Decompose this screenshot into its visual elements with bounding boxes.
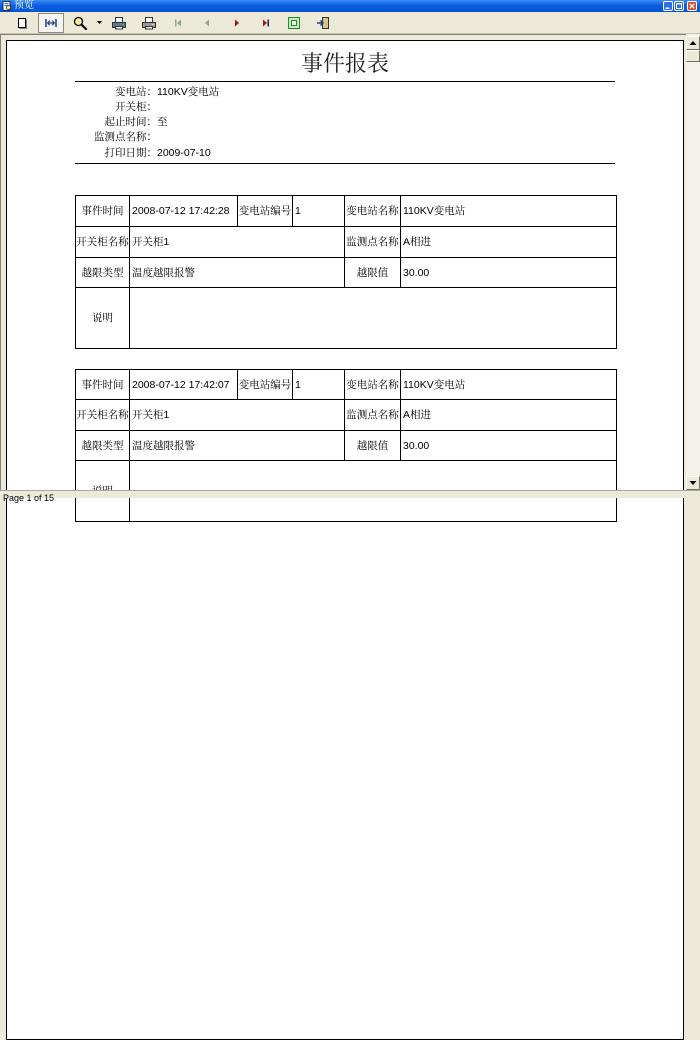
prev-page-button[interactable] xyxy=(194,13,220,33)
monitor-point-name-label: 监测点名称 xyxy=(345,400,401,431)
whole-page-icon xyxy=(14,15,30,31)
station-name-value: 110KV变电站 xyxy=(401,370,617,400)
remark-label: 说明 xyxy=(76,288,130,349)
next-page-icon xyxy=(229,15,245,31)
exit-button[interactable] xyxy=(310,13,336,33)
print-date-value: 2009-07-10 xyxy=(157,147,211,159)
event-time-value: 2008-07-12 17:42:07 xyxy=(130,370,238,400)
scroll-thumb[interactable] xyxy=(686,50,700,62)
vertical-scrollbar[interactable] xyxy=(686,34,700,490)
report-title: 事件报表 xyxy=(300,51,389,76)
maximize-icon xyxy=(675,2,683,10)
switchgear-name-value: 开关柜1 xyxy=(130,227,345,258)
table-row xyxy=(76,227,617,258)
scroll-down-button[interactable] xyxy=(686,476,700,490)
status-bar xyxy=(0,490,700,503)
monitor-point-name-label: 监测点名称 xyxy=(345,227,401,258)
switchgear-label: 开关柜： xyxy=(115,101,157,113)
header-divider xyxy=(75,163,615,164)
title-divider xyxy=(75,81,615,82)
station-no-value: 1 xyxy=(293,370,345,400)
limit-value-value: 30.00 xyxy=(401,431,617,461)
zoom-icon xyxy=(72,15,88,31)
info-row-switchgear xyxy=(7,100,607,114)
window-title: 预览 xyxy=(14,0,34,11)
station-no-label: 变电站编号 xyxy=(238,196,293,227)
arrow-up-icon xyxy=(689,40,697,46)
station-name-value: 110KV变电站 xyxy=(401,196,617,227)
last-page-button[interactable] xyxy=(253,13,279,33)
scroll-up-button[interactable] xyxy=(686,36,700,50)
table-row xyxy=(76,431,617,461)
limit-type-value: 温度越限报警 xyxy=(130,431,345,461)
monitor-point-name-value: A相进 xyxy=(401,400,617,431)
page-setup-button[interactable] xyxy=(106,13,132,33)
preview-app-icon xyxy=(2,1,12,11)
event-time-label: 事件时间 xyxy=(76,196,130,227)
limit-value-value: 30.00 xyxy=(401,258,617,288)
table-row xyxy=(76,258,617,288)
zoom-button[interactable] xyxy=(67,13,105,33)
page-width-button[interactable] xyxy=(38,13,64,33)
remark-value xyxy=(130,288,617,349)
station-no-value: 1 xyxy=(293,196,345,227)
info-row-print-date xyxy=(7,146,607,160)
exit-icon xyxy=(315,15,331,31)
info-row-substation xyxy=(7,85,607,99)
switchgear-name-label: 开关柜名称 xyxy=(76,227,130,258)
print-button[interactable] xyxy=(136,13,162,33)
limit-value-label: 越限值 xyxy=(345,258,401,288)
page-width-icon xyxy=(43,15,59,31)
event-table xyxy=(75,195,617,349)
preview-viewport[interactable] xyxy=(0,34,686,490)
next-page-button[interactable] xyxy=(224,13,250,33)
switchgear-name-label: 开关柜名称 xyxy=(76,400,130,431)
preview-toolbar xyxy=(0,12,700,34)
last-page-icon xyxy=(258,15,274,31)
event-time-value: 2008-07-12 17:42:28 xyxy=(130,196,238,227)
limit-type-label: 越限类型 xyxy=(76,258,130,288)
table-row xyxy=(76,196,617,227)
station-no-label: 变电站编号 xyxy=(238,370,293,400)
limit-type-value: 温度越限报警 xyxy=(130,258,345,288)
switchgear-name-value: 开关柜1 xyxy=(130,400,345,431)
page-setup-icon xyxy=(111,15,127,31)
minimize-button[interactable] xyxy=(663,1,673,11)
limit-type-label: 越限类型 xyxy=(76,431,130,461)
title-bar[interactable] xyxy=(0,0,700,12)
prev-page-icon xyxy=(199,15,215,31)
substation-label: 变电站： xyxy=(115,86,157,98)
period-value: 至 xyxy=(157,116,168,128)
table-row xyxy=(76,370,617,400)
event-time-label: 事件时间 xyxy=(76,370,130,400)
event-table xyxy=(75,369,617,522)
info-row-period xyxy=(7,115,607,129)
station-name-label: 变电站名称 xyxy=(345,370,401,400)
period-label: 起止时间： xyxy=(104,116,157,128)
monitor-point-label: 监测点名称： xyxy=(94,131,157,143)
close-button[interactable] xyxy=(687,1,697,11)
maximize-button[interactable] xyxy=(674,1,684,11)
chevron-down-icon[interactable] xyxy=(97,21,102,24)
table-row xyxy=(76,288,617,349)
minimize-icon xyxy=(664,2,672,10)
report-page xyxy=(6,40,684,1040)
substation-value: 110KV变电站 xyxy=(157,86,220,98)
arrow-down-icon xyxy=(689,480,697,486)
station-name-label: 变电站名称 xyxy=(345,196,401,227)
page-indicator: Page 1 of 15 xyxy=(3,493,55,503)
fullscreen-button[interactable] xyxy=(281,13,307,33)
limit-value-label: 越限值 xyxy=(345,431,401,461)
close-icon xyxy=(688,2,696,10)
first-page-button[interactable] xyxy=(165,13,191,33)
print-date-label: 打印日期： xyxy=(104,147,157,159)
first-page-icon xyxy=(170,15,186,31)
monitor-point-name-value: A相进 xyxy=(401,227,617,258)
whole-page-button[interactable] xyxy=(9,13,35,33)
print-icon xyxy=(141,15,157,31)
table-row xyxy=(76,400,617,431)
info-row-monitor-point xyxy=(7,130,607,144)
fullscreen-icon xyxy=(286,15,302,31)
